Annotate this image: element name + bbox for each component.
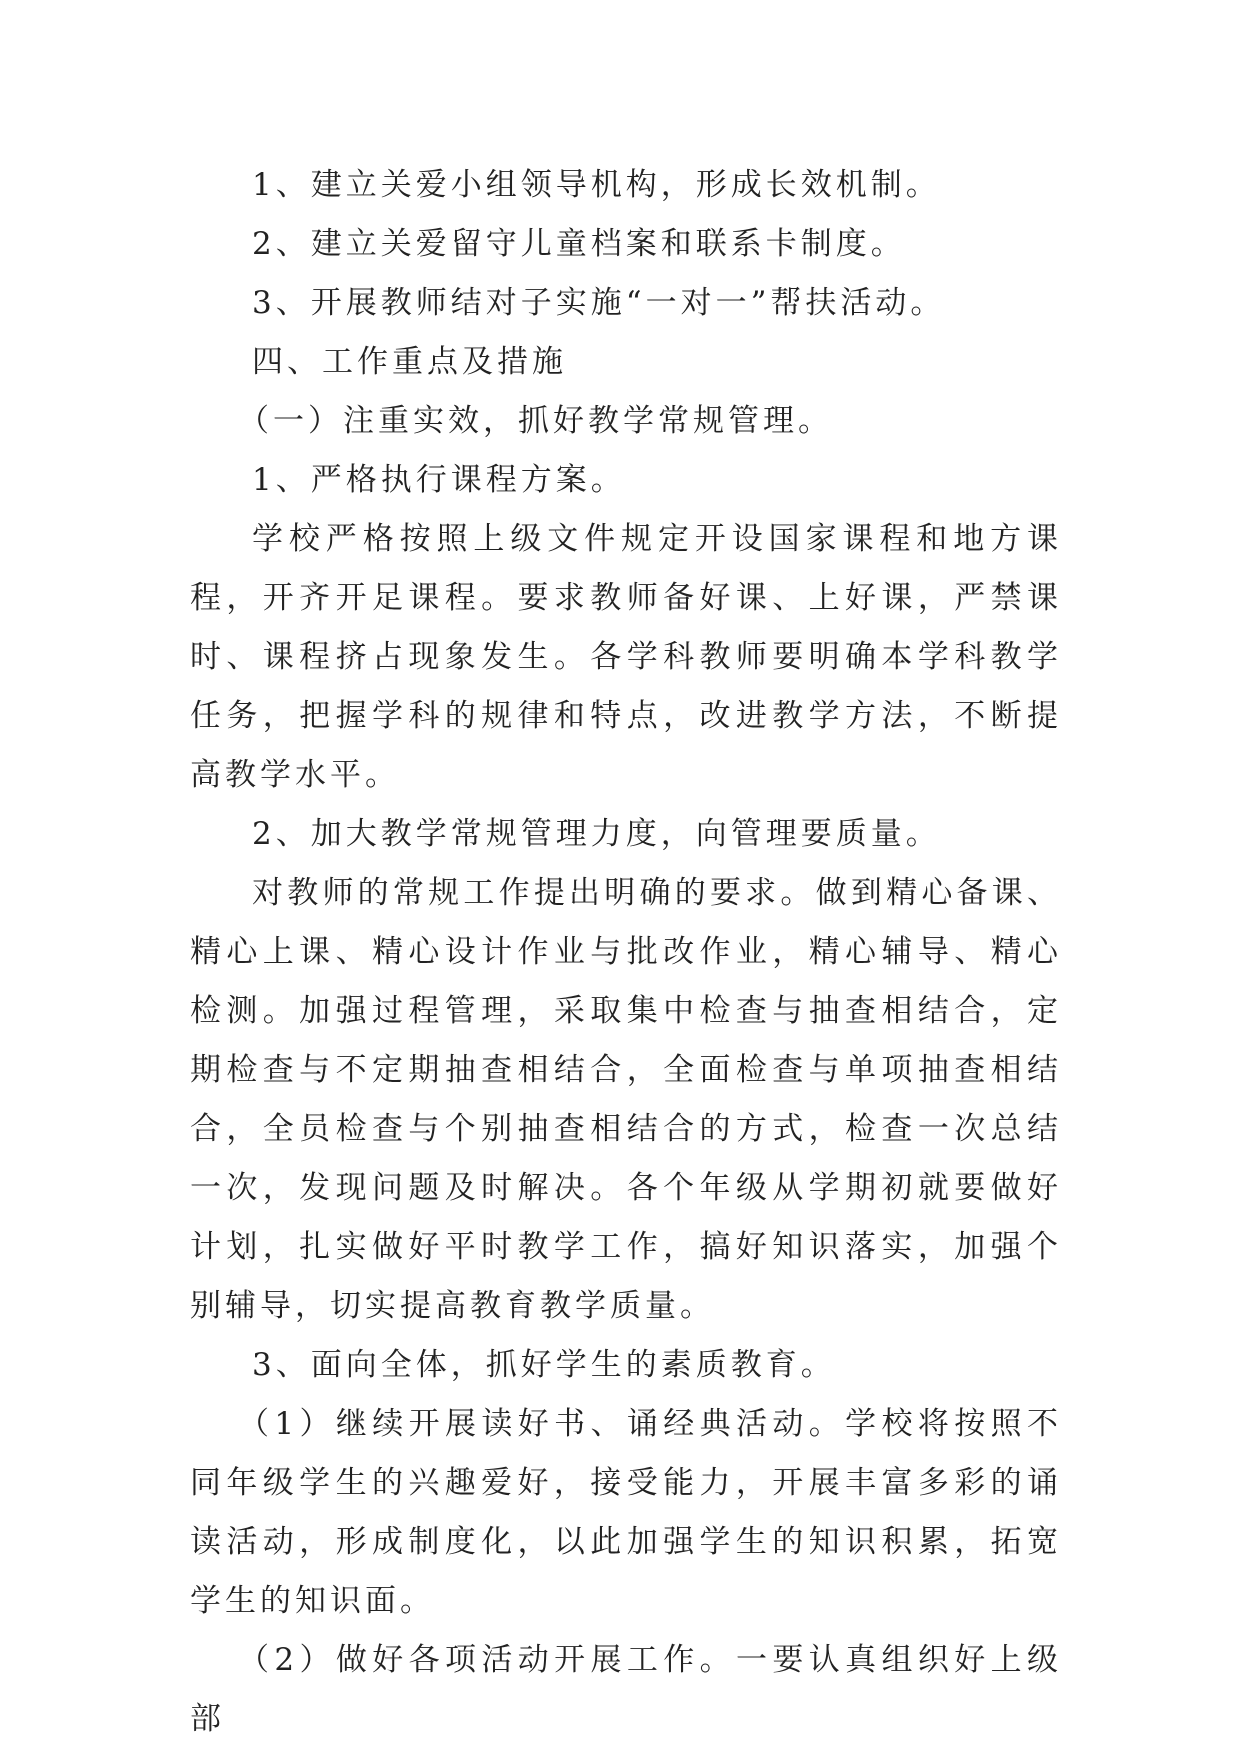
- section-heading: 四、工作重点及措施: [252, 344, 567, 380]
- paragraph-2: 2、建立关爱留守儿童档案和联系卡制度。: [252, 226, 906, 262]
- document-body: [190, 156, 1062, 1749]
- paragraph-body-1: 学校严格按照上级文件规定开设国家课程和地方课程，开齐开足课程。要求教师备好课、上好课，严禁课时、课程挤占现象发生。各学科教师要明确本学科教学任务，把握学科的规律和特点，改进教学方法，不断提高教学水平。: [190, 521, 1062, 793]
- paragraph-item-2: 2、加大教学常规管理力度，向管理要质量。: [252, 816, 941, 852]
- paragraph-item-1: 1、严格执行课程方案。: [252, 462, 626, 498]
- paragraph-sub-1: （1）继续开展读好书、诵经典活动。学校将按照不同年级学生的兴趣爱好，接受能力，开展丰富多彩的诵读活动，形成制度化，以此加强学生的知识积累，拓宽学生的知识面。: [190, 1406, 1062, 1619]
- paragraph-3: 3、开展教师结对子实施“一对一”帮扶活动。: [252, 285, 946, 321]
- paragraph-body-2: 对教师的常规工作提出明确的要求。做到精心备课、精心上课、精心设计作业与批改作业，精心辅导、精心检测。加强过程管理，采取集中检查与抽查相结合，定期检查与不定期抽查相结合，全面检查与单项抽查相结合，全员检查与个别抽查相结合的方式，检查一次总结一次，发现问题及时解决。各个年级从学期初就要做好计划，扎实做好平时教学工作，搞好知识落实，加强个别辅导，切实提高教育教学质量。: [190, 875, 1062, 1324]
- paragraph-sub-2: （2）做好各项活动开展工作。一要认真组织好上级部: [190, 1642, 1062, 1737]
- subsection-heading: （一）注重实效，抓好教学常规管理。: [238, 403, 833, 439]
- paragraph-1: 1、建立关爱小组领导机构，形成长效机制。: [252, 167, 941, 203]
- paragraph-item-3: 3、面向全体，抓好学生的素质教育。: [252, 1347, 836, 1383]
